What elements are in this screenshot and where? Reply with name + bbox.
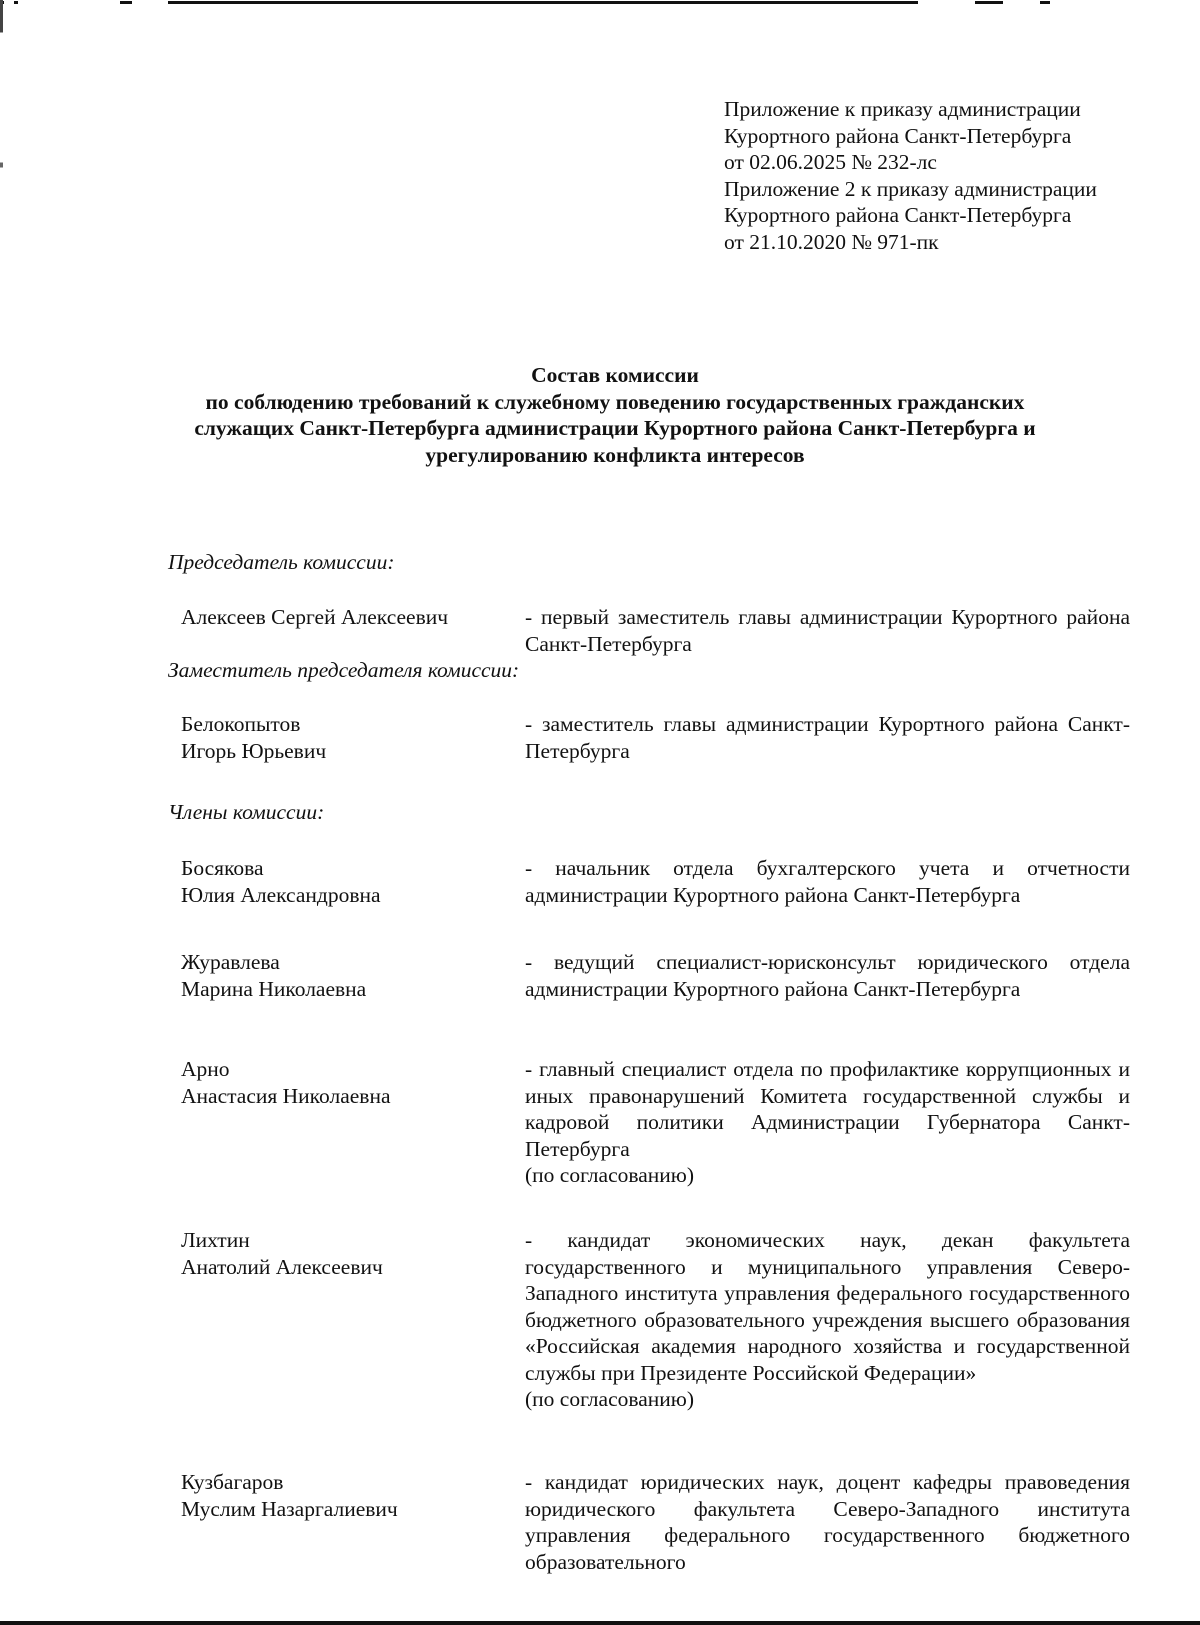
member-description bbox=[525, 1056, 1130, 1189]
appendix-line: Курортного района Санкт-Петербурга bbox=[724, 123, 1072, 148]
title-line: служащих Санкт-Петербурга администрации Курортного района Санкт-Петербурга и bbox=[194, 416, 1036, 440]
member-name-line: Лихтин bbox=[181, 1228, 250, 1252]
member-description: - заместитель главы администрации Курортного района Санкт-Петербурга bbox=[525, 712, 1130, 763]
member-note: (по согласованию) bbox=[525, 1163, 695, 1187]
appendix-line: Приложение к приказу администрации bbox=[724, 97, 1081, 121]
member-name-line: Белокопытов bbox=[181, 712, 301, 736]
title-line: урегулированию конфликта интересов bbox=[425, 442, 805, 467]
member-name-line: Алексеев Сергей Алексеевич bbox=[181, 605, 449, 629]
member-name-line: Кузбагаров bbox=[181, 1470, 284, 1494]
member-description: - начальник отдела бухгалтерского учета и отчетности администрации Курортного района Санкт-Петербурга bbox=[525, 856, 1130, 907]
appendix-line: Приложение 2 к приказу администрации bbox=[724, 176, 1097, 201]
appendix-line: Курортного района Санкт-Петербурга bbox=[724, 203, 1072, 227]
member-name bbox=[181, 604, 511, 631]
member-name-line: Босякова bbox=[181, 856, 264, 880]
scan-top-edge bbox=[0, 0, 1200, 6]
member-name-line: Марина Николаевна bbox=[181, 976, 367, 1001]
member-description: - кандидат юридических наук, доцент кафедры правоведения юридического факультета Северо-Западного института управления федерального государственного бюджетного образовательного bbox=[525, 1470, 1130, 1574]
scan-bottom-edge bbox=[0, 1621, 1200, 1625]
member-description: - ведущий специалист-юрисконсульт юридического отдела администрации Курортного района Санкт-Петербурга bbox=[525, 950, 1130, 1001]
member-description-text: - главный специалист отдела по профилактике коррупционных и иных правонарушений Комитета государственной службы и кадровой политики Администрации Губернатора Санкт-Петербурга bbox=[525, 1057, 1130, 1161]
member-name-line: Юлия Александровна bbox=[181, 882, 381, 907]
member-name bbox=[181, 1227, 511, 1280]
title-line: по соблюдению требований к служебному поведению государственных гражданских bbox=[205, 389, 1025, 414]
member-name-line: Муслим Назаргалиевич bbox=[181, 1496, 398, 1521]
section-deputy-label: Заместитель председателя комиссии: bbox=[168, 658, 520, 682]
member-name-line: Игорь Юрьевич bbox=[181, 738, 327, 763]
section-chairman-label: Председатель комиссии: bbox=[168, 550, 395, 574]
appendix-header bbox=[724, 96, 1194, 255]
member-name bbox=[181, 949, 511, 1002]
title-line: Состав комиссии bbox=[531, 363, 699, 387]
scan-left-edge bbox=[0, 0, 3, 1625]
member-name bbox=[181, 711, 511, 764]
member-name-line: Анатолий Алексеевич bbox=[181, 1254, 383, 1279]
member-name-line: Арно bbox=[181, 1057, 230, 1081]
section-members-label: Члены комиссии: bbox=[168, 800, 325, 824]
member-name-line: Анастасия Николаевна bbox=[181, 1083, 391, 1108]
member-description: - первый заместитель главы администрации Курортного района Санкт-Петербурга bbox=[525, 605, 1130, 656]
document-title bbox=[140, 362, 1090, 468]
appendix-line: от 02.06.2025 № 232-лс bbox=[724, 150, 937, 174]
member-description-text: - кандидат экономических наук, декан факультета государственного и муниципального управления Северо-Западного института управления федерального государственного бюджетного образовательного учреждения высшего образования «Российская академия народного хозяйства и государственной службы при Президенте Российской Федерации» bbox=[525, 1228, 1130, 1385]
member-name bbox=[181, 1056, 511, 1109]
appendix-line: от 21.10.2020 № 971-пк bbox=[724, 229, 939, 254]
member-name bbox=[181, 1469, 511, 1522]
member-name bbox=[181, 855, 511, 908]
member-name-line: Журавлева bbox=[181, 950, 280, 974]
member-note: (по согласованию) bbox=[525, 1387, 695, 1411]
member-description bbox=[525, 1227, 1130, 1413]
